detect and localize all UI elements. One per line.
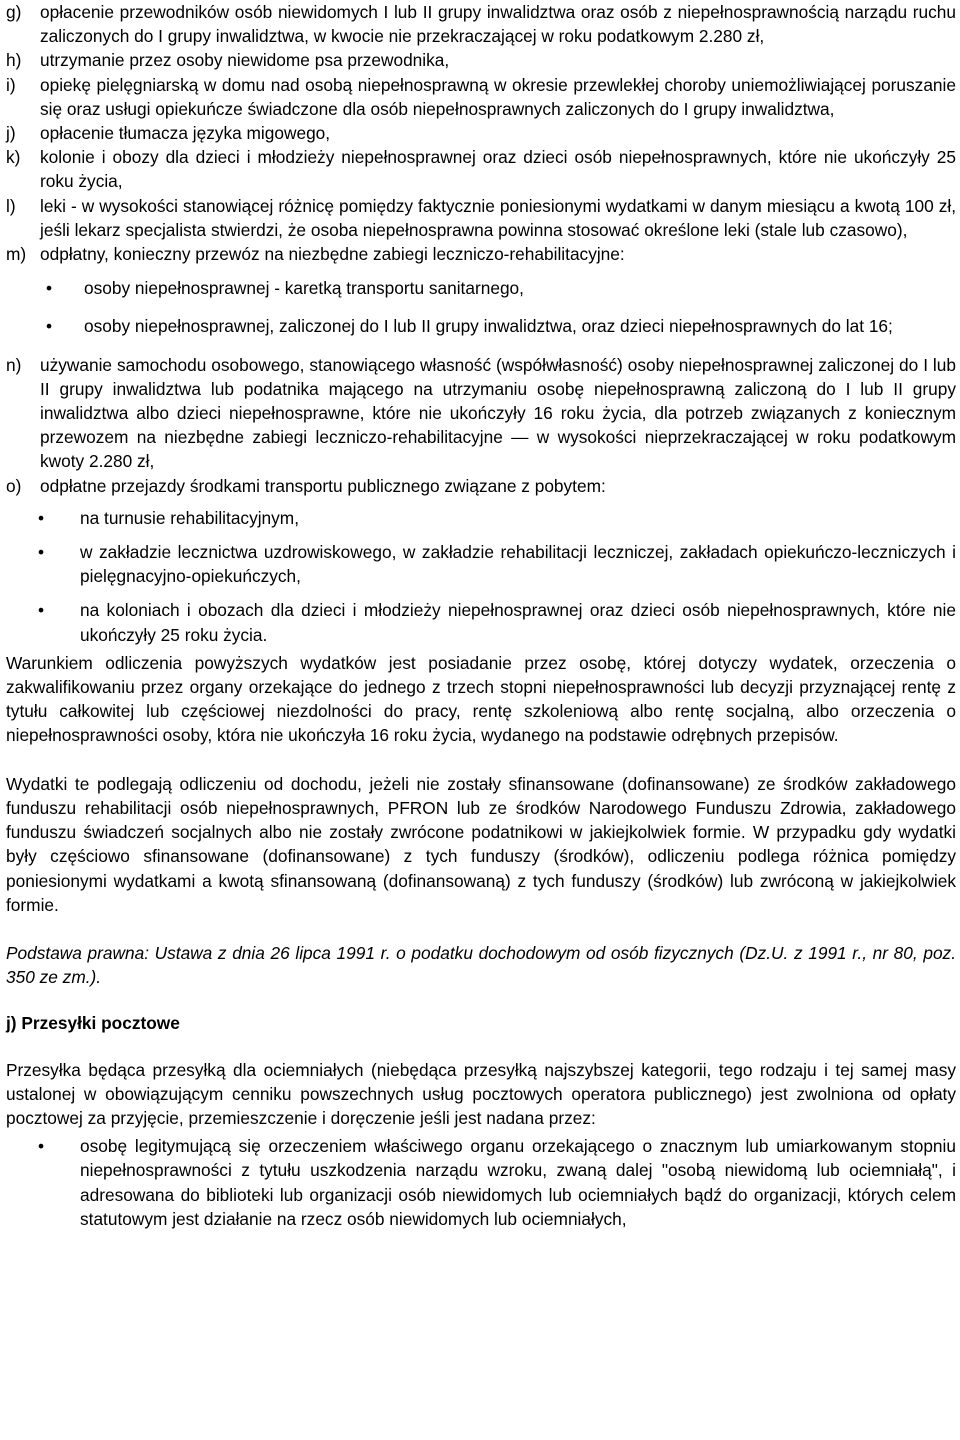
bullet-icon: • [38,1136,45,1157]
paragraph-wydatki: Wydatki te podlegają odliczeniu od dochodu, jeżeli nie zostały sfinansowane (dofinansowane) ze środków zakładowego funduszu rehabilitacji osób niepełnosprawnych, PFRON lub ze środków Narodowego Funduszu Zdrowia, zakładowego funduszu świadczeń socjalnych albo nie zostały zwrócone podatnikowi w jakiejkolwiek formie. W przypadku gdy wydatki były częściowo sfinansowane (dofinansowane) z tych funduszy (środków), odliczeniu podlega różnica pomiędzy poniesionymi wydatkami a kwotą sfinansowaną (dofinansowaną) z tych funduszy (środków) lub zwróconą w jakiejkolwiek formie. [6,773,956,915]
item-text: leki - w wysokości stanowiącej różnicę pomiędzy faktycznie poniesionymi wydatkami w danym miesiącu a kwotą 100 zł, jeśli lekarz specjalista stwierdzi, że osoba niepełnosprawna powinna stosować określone leki (stale lub czasowo), [40,195,956,240]
bullet-list-o [6,506,956,647]
item-text: opłacenie tłumacza języka migowego, [40,123,331,144]
bullet-icon: • [46,278,53,299]
item-text: odpłatne przejazdy środkami transportu publicznego związane z pobytem: [40,475,606,496]
list-item-j [6,121,956,145]
list-item-l [6,194,956,242]
list-item-h [6,48,956,72]
bullet-icon: • [38,507,45,528]
list-top [6,0,956,242]
bullet-item [38,1134,956,1231]
bullet-text: osobę legitymującą się orzeczeniem właściwego organu orzekającego o znacznym lub umiarkowanym stopniu niepełnosprawności z tytułu uszkodzenia narządu wzroku, zwaną dalej "osobą niewidomą lub ociemniałą", i adresowana do biblioteki lub organizacji osób niewidomych lub ociemniałych bądź do organizacji, których celem statutowym jest działanie na rzecz osób niewidomych lub ociemniałych, [80,1136,956,1229]
item-label: k) [6,147,21,168]
list-item-n [6,353,956,474]
bullet-list-final [6,1134,956,1231]
paragraph-przesylka: Przesyłka będąca przesyłką dla ociemniałych (niebędąca przesyłką najszybszej kategorii, tego rodzaju i tej samej masy ustalonej w obowiązującym cenniku powszechnych usług pocztowych operatora publicznego) jest zwolniona od opłaty pocztowej za przyjęcie, przemieszczenie i doręczenie jeśli jest nadana przez: [6,1059,956,1128]
bullet-icon: • [38,542,45,563]
item-text: utrzymanie przez osoby niewidome psa przewodnika, [40,50,450,71]
item-text: opiekę pielęgniarską w domu nad osobą niepełnosprawną w okresie przewlekłej choroby uniemożliwiającej poruszanie się oraz usługi opiekuńcze świadczone dla osób niepełnosprawnych zaliczonych do I grupy inwalidztwa, [40,74,956,119]
list-item-k [6,145,956,193]
bullet-list-m [6,276,956,338]
bullet-item [38,540,956,588]
bullet-icon: • [38,600,45,621]
document-page [6,0,956,1231]
bullet-text: w zakładzie lecznictwa uzdrowiskowego, w zakładzie rehabilitacji leczniczej, zakładach opiekuńczo-leczniczych i pielęgnacyjno-opiekuńczych, [80,542,956,587]
bullet-text: na koloniach i obozach dla dzieci i młodzieży niepełnosprawnej oraz dzieci osób niepełnosprawnych, które nie ukończyły 25 roku życia. [80,600,956,645]
item-label: j) [6,123,16,144]
paragraph-warunkiem: Warunkiem odliczenia powyższych wydatków jest posiadanie przez osobę, której dotyczy wydatek, orzeczenia o zakwalifikowaniu przez organy orzekające do jednego z trzech stopni niepełnosprawności lub decyzji przyznającej rentę z tytułu całkowitej lub częściowej niezdolności do pracy, rentę szkoleniową albo rentę socjalną, albo orzeczenia o niepełnosprawności osoby, która nie ukończyła 16 roku życia, wydanego na podstawie odrębnych przepisów. [6,652,956,746]
item-label: l) [6,195,16,216]
bullet-item [38,506,956,530]
item-text: odpłatny, konieczny przewóz na niezbędne zabiegi leczniczo-rehabilitacyjne: [40,244,625,265]
item-text: kolonie i obozy dla dzieci i młodzieży niepełnosprawnej oraz dzieci osób niepełnosprawnych, które nie ukończyły 25 roku życia, [40,147,956,192]
bullet-text: osoby niepełnosprawnej, zaliczonej do I lub II grupy inwalidztwa, oraz dzieci niepełnosprawnych do lat 16; [84,316,893,337]
item-text: opłacenie przewodników osób niewidomych I lub II grupy inwalidztwa oraz osób z niepełnosprawnością narządu ruchu zaliczonych do I grupy inwalidztwa, w kwocie nie przekraczającej w roku podatkowym 2.280 zł, [40,2,956,47]
bullet-item [46,276,956,300]
list-item-m [6,242,956,266]
item-label: o) [6,475,22,496]
section-heading: j) Przesyłki pocztowe [6,1013,180,1034]
legal-basis: Podstawa prawna: Ustawa z dnia 26 lipca 1991 r. o podatku dochodowym od osób fizycznych (Dz.U. z 1991 r., nr 80, poz. 350 ze zm.). [6,942,956,988]
item-label: g) [6,2,22,22]
bullet-text: na turnusie rehabilitacyjnym, [80,507,300,528]
item-label: h) [6,50,22,71]
list-item-i [6,73,956,121]
item-label: m) [6,244,27,265]
list-item-g [6,0,956,48]
item-text: używanie samochodu osobowego, stanowiącego własność (współwłasność) osoby niepełnosprawnej zaliczonej do I lub II grupy inwalidztwa lub podatnika mającego na utrzymaniu osobę niepełnosprawną zaliczoną do I lub II grupy inwalidztwa albo dzieci niepełnosprawne, które nie ukończyły 16 roku życia, dla potrzeb związanych z koniecznym przewozem na niezbędne zabiegi leczniczo-rehabilitacyjne — w wysokości nieprzekraczającej w roku podatkowym kwoty 2.280 zł, [40,354,956,472]
item-label: i) [6,74,16,95]
bullet-text: osoby niepełnosprawnej - karetką transportu sanitarnego, [84,278,524,299]
item-label: n) [6,354,22,375]
bullet-icon: • [46,316,53,337]
list-item-o [6,474,956,498]
bullet-item [46,314,956,338]
bullet-item [38,598,956,646]
